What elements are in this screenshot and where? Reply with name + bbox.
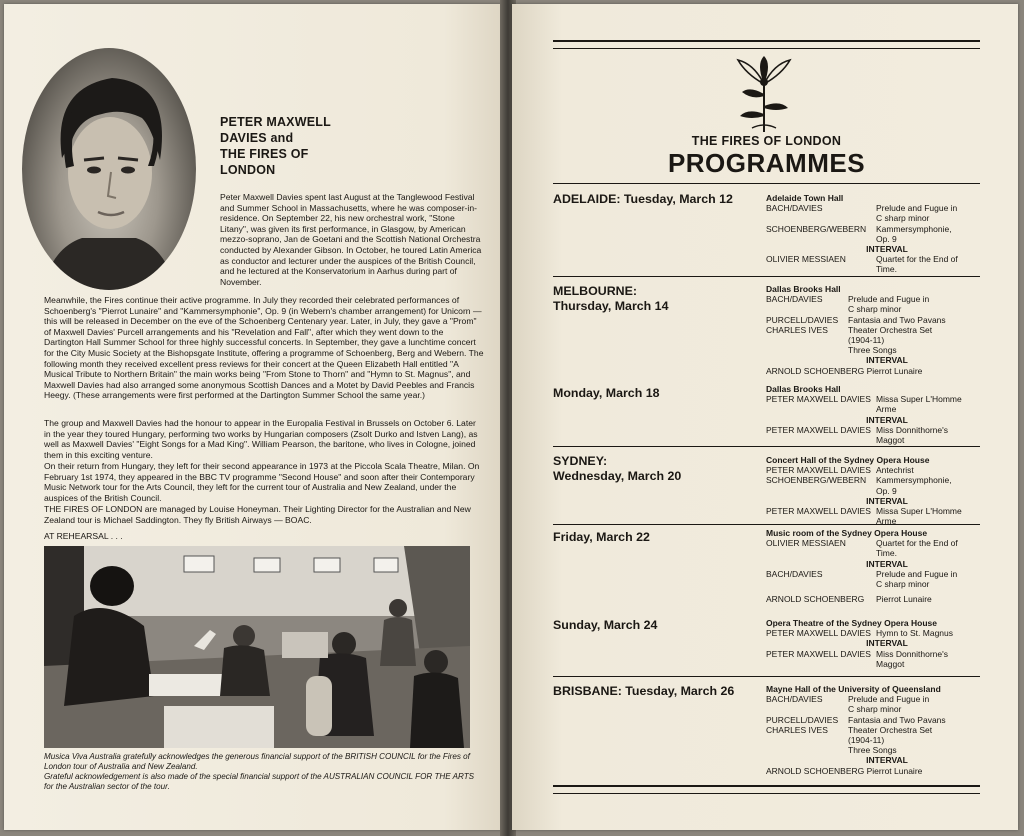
programme-item — [766, 766, 982, 776]
interval-label: INTERVAL — [866, 558, 908, 569]
top-double-rule — [553, 40, 980, 49]
composer: CHARLES IVES — [766, 324, 828, 335]
portrait-photo — [22, 48, 196, 290]
work-continued: Arme — [876, 404, 897, 415]
programme-item — [766, 366, 982, 376]
work-continued: Time. — [876, 264, 897, 275]
composer: PURCELL/DAVIES — [766, 314, 839, 325]
composer: OLIVIER MESSIAEN — [766, 538, 846, 549]
work-continued: (1904-11) — [848, 735, 885, 746]
venue-name: Mayne Hall of the University of Queensland — [766, 684, 941, 694]
work: Miss Donnithorne's — [876, 424, 949, 435]
rehearsal-caption: AT REHEARSAL . . . — [44, 531, 123, 541]
article-title-line: THE FIRES OF — [220, 147, 309, 161]
work-continued: C sharp minor — [876, 213, 930, 224]
interval-label: INTERVAL — [866, 355, 908, 366]
article-paragraph-1: Peter Maxwell Davies spent last August at the Tanglewood Festival and Summer School in Massachusetts, where he was composer-in-residence. On September 22, his new orchestral work, "Stone Litany", was given its first performance, in Glasgow, by American mezzo-soprano, Jan de Goetani and the Scottish National Orchestra conducted by Alexander Gibson. In October, he toured Latin America as conductor and lecturer under the auspices of the British Council, and he lectured at the Konservatorium in Aarhus during part of November. — [220, 192, 482, 287]
city-melbourne — [553, 284, 763, 314]
composer: CHARLES IVES — [766, 724, 828, 735]
work: Fantasia and Two Pavans — [848, 714, 946, 725]
interval-label: INTERVAL — [866, 244, 908, 255]
city-name: MELBOURNE: — [553, 284, 637, 298]
fires-of-london-heading: THE FIRES OF LONDON — [691, 134, 842, 148]
acknowledgement-australian-council: Grateful acknowledgement is also made of the special financial support of the AUSTRALIAN COUNCIL FOR THE ARTS for the Australian sector of the tour. — [44, 772, 475, 791]
work: Theater Orchestra Set — [848, 724, 933, 735]
composer: OLIVIER MESSIAEN — [766, 254, 846, 265]
programme-sydney-3 — [766, 618, 982, 669]
work: Fantasia and Two Pavans — [848, 314, 946, 325]
composer: PETER MAXWELL DAVIES — [766, 628, 871, 639]
composer: ARNOLD SCHOENBERG — [766, 765, 865, 776]
composer: ARNOLD SCHOENBERG — [766, 594, 865, 605]
programme-item — [766, 628, 982, 638]
composer: BACH/DAVIES — [766, 568, 823, 579]
city-brisbane: BRISBANE: Tuesday, March 26 — [553, 684, 735, 698]
composer: PETER MAXWELL DAVIES — [766, 424, 871, 435]
programme-item — [766, 649, 982, 659]
work-continued: Three Songs — [848, 745, 897, 756]
venue-name: Concert Hall of the Sydney Opera House — [766, 455, 930, 465]
acknowledgement-british-council: Musica Viva Australia gratefully acknowledges the generous financial support of the BRITISH COUNCIL for the Fires of London tour of Australia and New Zealand. — [44, 752, 470, 771]
article-title-line: DAVIES and — [220, 131, 294, 145]
programme-melbourne-1 — [766, 284, 982, 376]
composer: SCHOENBERG/WEBERN — [766, 475, 867, 486]
composer: BACH/DAVIES — [766, 294, 823, 305]
concert-date-march-18: Monday, March 18 — [553, 386, 660, 400]
work: Miss Donnithorne's — [876, 648, 949, 659]
article-title-line: LONDON — [220, 163, 276, 177]
work: Prelude and Fugue in — [876, 203, 958, 214]
work: Hymn to St. Magnus — [876, 628, 954, 639]
concert-date: Thursday, March 14 — [553, 299, 669, 313]
work: Missa Super L'Homme — [876, 506, 962, 517]
interval-label: INTERVAL — [866, 755, 908, 766]
venue-name: Dallas Brooks Hall — [766, 384, 841, 394]
venue-name: Adelaide Town Hall — [766, 193, 844, 203]
venue-name: Opera Theatre of the Sydney Opera House — [766, 618, 937, 628]
rehearsal-illustration — [44, 546, 470, 748]
composer: ARNOLD SCHOENBERG — [766, 365, 865, 376]
venue-name: Dallas Brooks Hall — [766, 284, 841, 294]
programme-item — [766, 224, 982, 234]
flower-emblem-icon — [730, 54, 798, 134]
programme-sydney-2 — [766, 528, 982, 604]
work: Antechrist — [876, 465, 914, 476]
work-continued: C sharp minor — [848, 704, 902, 715]
city-adelaide: ADELAIDE: Tuesday, March 12 — [553, 192, 733, 206]
composer: SCHOENBERG/WEBERN — [766, 223, 867, 234]
work: Theater Orchestra Set — [848, 324, 933, 335]
interval-label: INTERVAL — [866, 495, 908, 506]
work-continued: C sharp minor — [876, 579, 930, 590]
programme-melbourne-2 — [766, 384, 982, 445]
work: Pierrot Lunaire — [866, 365, 923, 376]
programme-item — [766, 569, 982, 579]
programme-item — [766, 506, 982, 516]
work-continued: Time. — [876, 548, 897, 559]
programme-item — [766, 425, 982, 435]
article-paragraph-4: On their return from Hungary, they left for their second appearance in 1973 at the Piccola Scala Theatre, Milan. On February 1st 1974, they appeared in the BBC TV programme "Second House" and soon after their Contemporary Music Network tour for the Arts Council, they left for the current tour of Australia and New Zealand, under the auspices of the British Council. — [44, 461, 480, 503]
programme-sydney-1 — [766, 455, 982, 526]
bottom-double-rule — [553, 785, 980, 794]
work: Kammersymphonie, — [876, 223, 952, 234]
composer: BACH/DAVIES — [766, 694, 823, 705]
programme-item — [766, 538, 982, 548]
programme-brisbane — [766, 684, 982, 776]
composer: PETER MAXWELL DAVIES — [766, 506, 871, 517]
article-paragraph-2: Meanwhile, the Fires continue their active programme. In July they recorded their celebrated performances of Schoenberg's "Pierrot Lunaire" and "Kammersymphonie", Op. 9 (in Webern's chamber arrangement) for Unicorn — this will be released in December on the eve of the Schoenberg Centenary year. Later, in July, they gave a "Prom" of Maxwell Davies' Purcell arrangements and his "Revelation and Fall", after which they went down to the Dartington Hall Summer School for three highly successful concerts. In September, they gave a lunchtime concert for the City Music Society at the Bishopsgate Institute, offering a programme of Schoenberg, Berg and Webern. The following month they received excellent press reviews for their concert at the Queen Elizabeth Hall entitled "A Musical Tribute to Northern Britain" the main works being "From Stone to Thorn" and "Hymn to St. Magnus", and Maxwell Davies had also arranged some anonymous Scottish Dances and a Motet by David Peebles and Francis Heegy. (These arrangements were first performed at the Dartington Summer School the same year.) — [44, 295, 484, 401]
section-divider — [553, 183, 980, 184]
fires-of-london-logo — [730, 54, 798, 134]
concert-date-march-24: Sunday, March 24 — [553, 618, 658, 632]
programme-item — [766, 465, 982, 475]
work: Pierrot Lunaire — [876, 594, 932, 605]
city-sydney — [553, 454, 763, 484]
city-name: SYDNEY: — [553, 454, 608, 468]
work-continued: Maggot — [876, 658, 905, 669]
composer: PETER MAXWELL DAVIES — [766, 465, 871, 476]
programme-item — [766, 203, 982, 213]
section-divider — [553, 676, 980, 677]
work-continued: C sharp minor — [848, 304, 902, 315]
composer: PETER MAXWELL DAVIES — [766, 394, 871, 405]
work: Prelude and Fugue in — [848, 694, 930, 705]
programme-item — [766, 254, 982, 264]
composer: PURCELL/DAVIES — [766, 714, 839, 725]
concert-date-march-22: Friday, March 22 — [553, 530, 650, 544]
article-title — [220, 114, 420, 178]
programme-item — [766, 394, 982, 404]
section-divider — [553, 446, 980, 447]
article-paragraph-3: The group and Maxwell Davies had the honour to appear in the Europalia Festival in Brussels on October 6. Later in the year they toured Hungary, performing two works by Hungarian composers (Zsolt Durko and Istven Lang), as well as Maxwell Davies' "Eight Songs for a Mad King". William Pearson, the baritone, who lives in Cologne, joined them in this exciting venture. — [44, 418, 478, 460]
work-continued: Op. 9 — [876, 233, 897, 244]
section-divider — [553, 276, 980, 277]
portrait-illustration — [22, 48, 196, 290]
section-divider — [553, 524, 980, 525]
rehearsal-photo — [44, 546, 470, 748]
programme-item — [766, 325, 982, 335]
work: Quartet for the End of — [876, 538, 958, 549]
work-continued: Arme — [876, 516, 897, 527]
concert-date: Wednesday, March 20 — [553, 469, 682, 483]
work: Quartet for the End of — [876, 254, 958, 265]
work: Pierrot Lunaire — [866, 765, 923, 776]
composer: PETER MAXWELL DAVIES — [766, 648, 871, 659]
article-title-line: PETER MAXWELL — [220, 115, 331, 129]
work: Prelude and Fugue in — [848, 294, 930, 305]
interval-label: INTERVAL — [866, 414, 908, 425]
work: Kammersymphonie, — [876, 475, 952, 486]
composer: BACH/DAVIES — [766, 203, 823, 214]
programme-item — [766, 294, 982, 304]
programme-item — [766, 694, 982, 704]
work: Prelude and Fugue in — [876, 568, 958, 579]
programme-adelaide — [766, 193, 982, 275]
programme-item — [766, 725, 982, 735]
work-continued: Maggot — [876, 435, 905, 446]
work-continued: Op. 9 — [876, 485, 897, 496]
article-paragraph-5: THE FIRES OF LONDON are managed by Louise Honeyman. Their Lighting Director for the Australian and New Zealand tour is Michael Saddington. They fly British Airways — BOAC. — [44, 504, 471, 525]
programme-item — [766, 715, 982, 725]
work-continued: (1904-11) — [848, 335, 885, 346]
programmes-heading: PROGRAMMES — [667, 148, 866, 178]
venue-name: Music room of the Sydney Opera House — [766, 528, 928, 538]
work: Missa Super L'Homme — [876, 394, 962, 405]
work-continued: Three Songs — [848, 345, 897, 356]
programme-item — [766, 594, 982, 604]
programme-item — [766, 315, 982, 325]
programme-item — [766, 475, 982, 485]
interval-label: INTERVAL — [866, 638, 908, 649]
